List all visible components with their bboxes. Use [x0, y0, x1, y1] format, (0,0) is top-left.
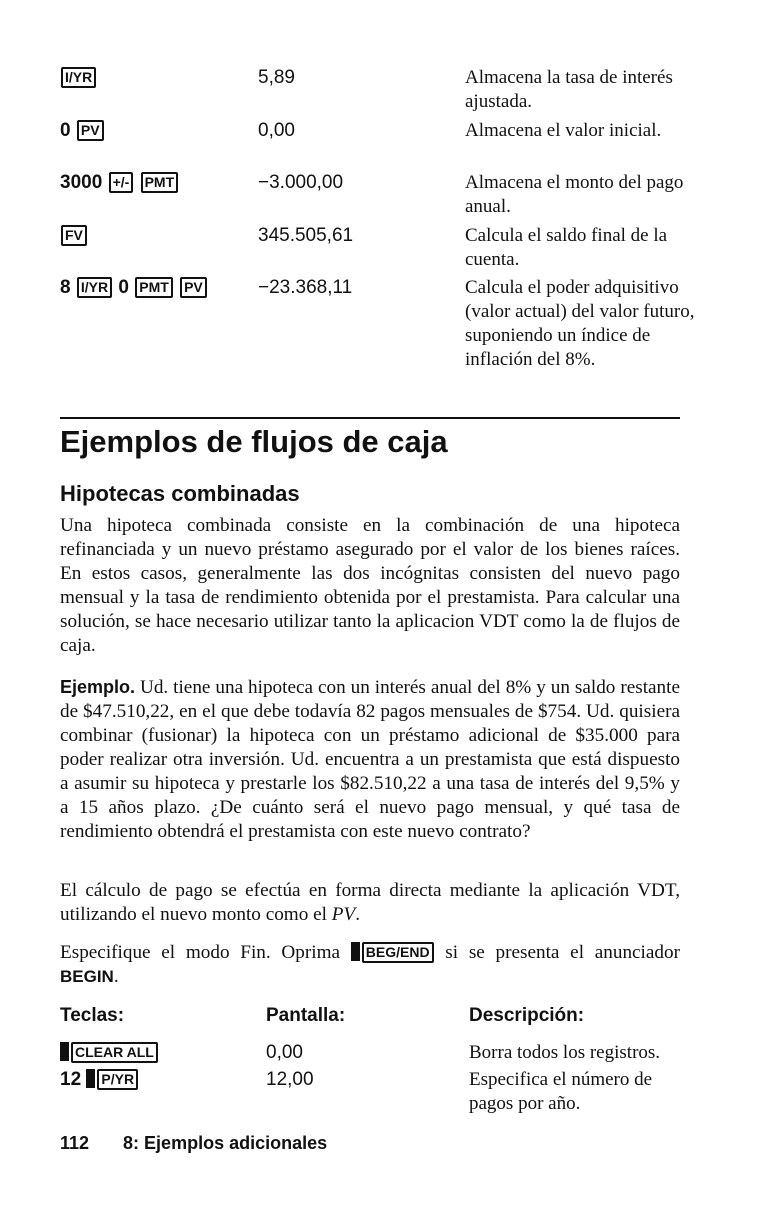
section-title: Ejemplos de flujos de caja	[60, 424, 448, 459]
change-sign-key: +/-	[109, 172, 134, 193]
mode-text-1: Especifique el modo Fin. Oprima	[60, 942, 351, 963]
page-footer	[60, 1131, 327, 1155]
begin-annunciator: BEGIN	[60, 967, 114, 986]
digit-entry: 3000	[60, 172, 103, 193]
pmt-key: PMT	[141, 172, 179, 193]
pv-key: PV	[180, 277, 207, 298]
shift-key-icon	[86, 1069, 95, 1088]
digit-entry: 0	[118, 277, 129, 298]
example-lead: Ejemplo.	[60, 677, 136, 697]
keys-cell-row-5	[60, 276, 208, 300]
intro-paragraph: Una hipoteca combinada consiste en la combinación de una hipoteca refinanciada y un nuevo préstamo asegurado por el valor de los bienes raíces. En estos casos, generalmente las dos incógnitas consisten del nuevo pago mensual y la tasa de rendimiento obtenida por el prestamista. Para calcular una solución, se hace necesario utilizar tanto la aplicacion VDT como la de flujos de caja.	[60, 515, 680, 656]
digit-entry: 0	[60, 120, 71, 141]
pv-term: PV	[331, 904, 356, 925]
keys-cell-row-1	[60, 66, 97, 90]
display-cell-row-4: 345.505,61	[258, 225, 354, 246]
payment-end: .	[355, 904, 361, 925]
example-paragraph	[60, 675, 680, 844]
beg-end-key: BEG/END	[362, 942, 434, 963]
description-cell-row-2: Almacena el valor inicial.	[465, 120, 662, 141]
i-yr-key: I/YR	[61, 67, 96, 88]
keys-cell-pyr	[60, 1068, 139, 1092]
display-column-header: Pantalla:	[266, 1005, 346, 1026]
clear-all-key: CLEAR ALL	[71, 1042, 158, 1063]
display-cell-pyr: 12,00	[266, 1069, 314, 1090]
description-column-header: Descripción:	[469, 1005, 585, 1026]
fv-key: FV	[61, 225, 87, 246]
description-cell-pyr: Especifica el número de pagos por año.	[469, 1069, 653, 1114]
section-divider	[60, 417, 680, 419]
mode-end: .	[113, 966, 119, 987]
display-cell-row-3: −3.000,00	[258, 172, 344, 193]
payment-text: El cálculo de pago se efectúa en forma directa mediante la aplicación VDT, utilizando el nuevo monto como el	[60, 880, 680, 925]
keys-cell-row-2	[60, 119, 105, 143]
pv-key: PV	[77, 120, 104, 141]
digit-entry: 8	[60, 277, 71, 298]
display-cell-row-5: −23.368,11	[258, 277, 353, 298]
keys-cell-row-4	[60, 224, 88, 248]
example-text: Ud. tiene una hipoteca con un interés anual del 8% y un saldo restante de $47.510,22, en el que debe todavía 82 pagos mensuales de $754. Ud. quisiera combinar (fusionar) la hipoteca con un préstamo adicional de $35.000 para poder realizar otra inversión. Ud. encuentra a un prestamista que está dispuesto a asumir su hipoteca y prestarle los $82.510,22 a una tasa de interés del 9,5% y a 15 años plazo. ¿De cuánto será el nuevo pago mensual, y qué tasa de rendimiento obtendrá el prestamista con este nuevo contrato?	[60, 677, 680, 842]
keys-cell-clear	[60, 1041, 159, 1065]
mode-paragraph	[60, 941, 680, 989]
display-cell-clear: 0,00	[266, 1042, 303, 1063]
display-cell-row-1: 5,89	[258, 67, 295, 88]
shift-key-icon	[351, 942, 360, 961]
digit-entry: 12	[60, 1069, 82, 1090]
keys-column-header: Teclas:	[60, 1005, 125, 1026]
description-cell-clear: Borra todos los registros.	[469, 1042, 661, 1063]
description-cell-row-3: Almacena el monto del pago anual.	[465, 172, 684, 217]
payment-paragraph	[60, 879, 680, 927]
description-cell-row-4: Calcula el saldo final de la cuenta.	[465, 225, 668, 270]
display-cell-row-2: 0,00	[258, 120, 295, 141]
shift-key-icon	[60, 1042, 69, 1061]
p-yr-key: P/YR	[97, 1069, 138, 1090]
description-cell-row-1: Almacena la tasa de interés ajustada.	[465, 67, 673, 112]
subsection-title: Hipotecas combinadas	[60, 481, 300, 506]
pmt-key: PMT	[135, 277, 173, 298]
keys-cell-row-3	[60, 171, 179, 195]
description-cell-row-5: Calcula el poder adquisitivo (valor actual) del valor futuro, suponiendo un índice de inflación del 8%.	[465, 277, 695, 370]
i-yr-key: I/YR	[77, 277, 112, 298]
chapter-title: 8: Ejemplos adicionales	[123, 1133, 328, 1153]
page-number: 112	[60, 1133, 90, 1153]
mode-text-2: si se presenta el anunciador	[434, 942, 680, 963]
